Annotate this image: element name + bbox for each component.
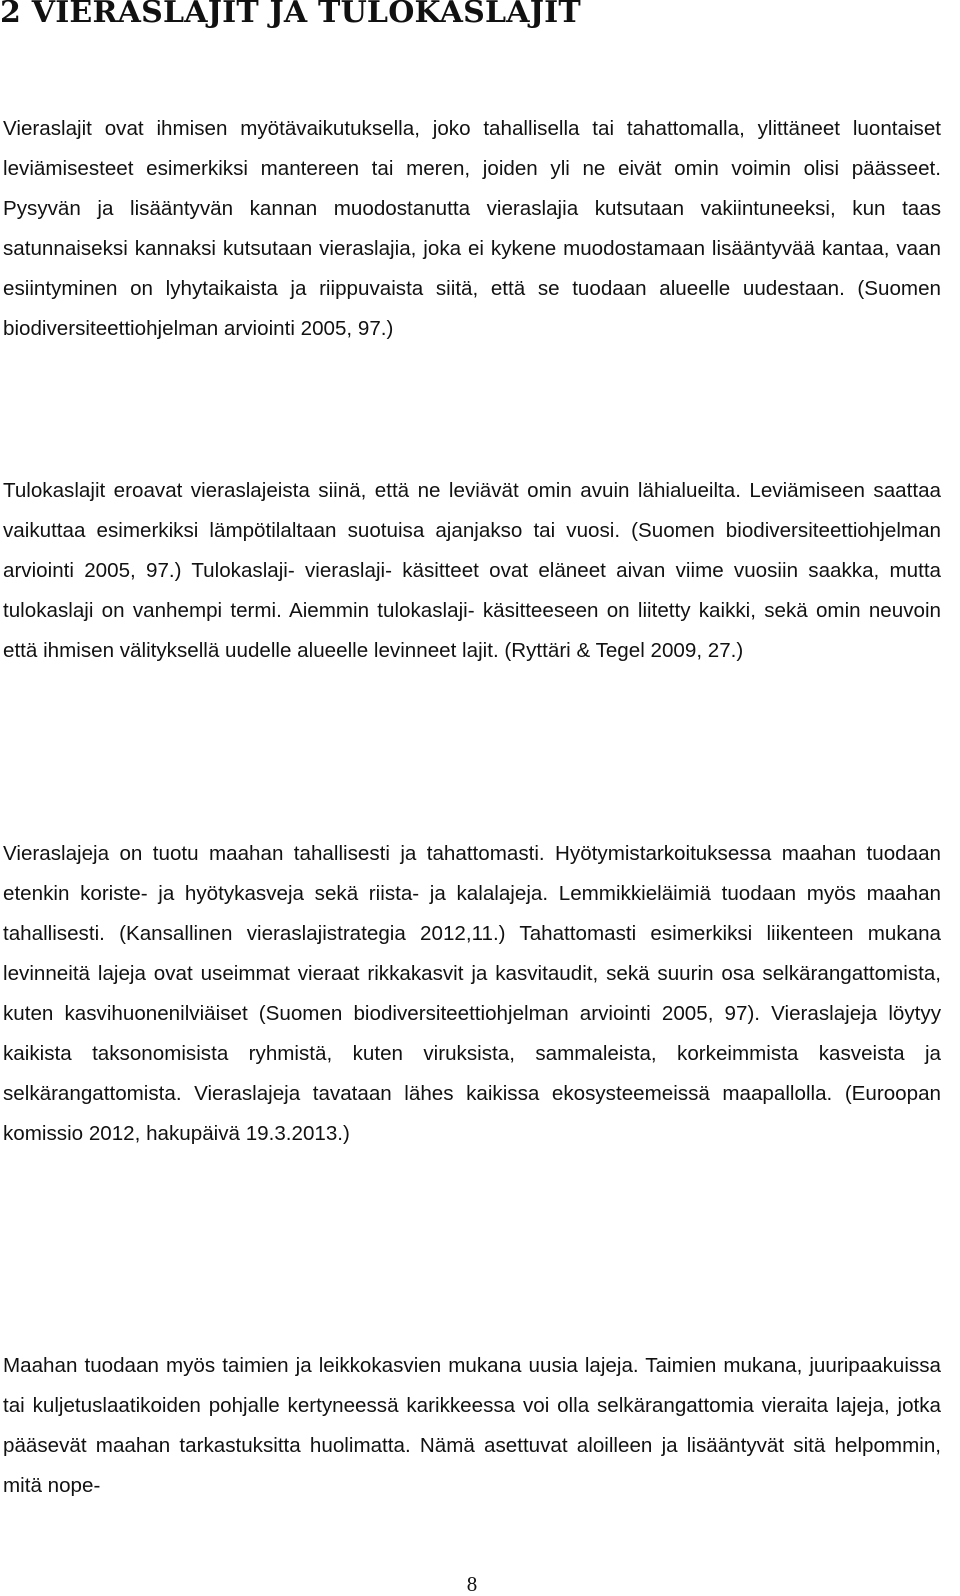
section-heading: 2 VIERASLAJIT JA TULOKASLAJIT xyxy=(0,0,581,30)
page-number: 8 xyxy=(466,1572,478,1596)
paragraph-vieraslajit-definition: Vieraslajit ovat ihmisen myötävaikutuksella, joko tahallisella tai tahattomalla, ylittäneet luontaiset leviämisesteet esimerkiksi mantereen tai meren, joiden yli ne eivät omin voimin olisi päässeet. Pysyvän ja lisääntyvän kannan muodostanutta vieraslajia kutsutaan vakiintuneeksi, kun taas satunnaiseksi kannaksi kutsutaan vieraslajia, joka ei kykene muodostamaan lisääntyvää kantaa, vaan esiintyminen on lyhytaikaista ja riippuvaista siitä, että se tuodaan alueelle uudestaan. (Suomen biodiversiteettiohjelman arviointi 2005, 97.) xyxy=(3,117,941,340)
paragraph-introduction-routes: Vieraslajeja on tuotu maahan tahallisesti ja tahattomasti. Hyötymistarkoituksessa maahan tuodaan etenkin koriste- ja hyötykasveja sekä riista- ja kalalajeja. Lemmikkieläimiä tuodaan myös maahan tahallisesti. (Kansallinen vieraslajistrategia 2012,11.) Tahattomasti esimerkiksi liikenteen mukana levinneitä lajeja ovat useimmat vieraat rikkakasvit ja kasvitaudit, sekä suurin osa selkärangattomista, kuten kasvihuonenilviäiset (Suomen biodiversiteettiohjelman arviointi 2005, 97). Vieraslajeja löytyy kaikista taksonomisista ryhmistä, kuten viruksista, sammaleista, korkeimmista kasveista ja selkärangattomista. Vieraslajeja tavataan lähes kaikissa ekosysteemeissä maapallolla. (Euroopan komissio 2012, hakupäivä 19.3.2013.) xyxy=(3,842,941,1145)
paragraph-tulokaslajit: Tulokaslajit eroavat vieraslajeista siinä, että ne leviävät omin avuin lähialueilta. Leviämiseen saattaa vaikuttaa esimerkiksi lämpötilaltaan suotuisa ajanjakso tai vuosi. (Suomen biodiversiteettiohjelman arviointi 2005, 97.) Tulokaslaji- vieraslaji- käsitteet ovat eläneet aivan viime vuosiin saakka, mutta tulokaslaji on vanhempi termi. Aiemmin tulokaslaji- käsitteeseen on liitetty kaikki, sekä omin neuvoin että ihmisen välityksellä uudelle alueelle levinneet lajit. (Ryttäri & Tegel 2009, 27.) xyxy=(3,479,941,662)
paragraph-plant-imports: Maahan tuodaan myös taimien ja leikkokasvien mukana uusia lajeja. Taimien mukana, juuripaakuissa tai kuljetuslaatikoiden pohjalle kertyneessä karikkeessa voi olla selkärangattomia vieraita lajeja, jotka pääsevät maahan tarkastuksitta huolimatta. Nämä asettuvat aloilleen ja lisääntyvät sitä helpommin, mitä nope- xyxy=(3,1354,941,1497)
